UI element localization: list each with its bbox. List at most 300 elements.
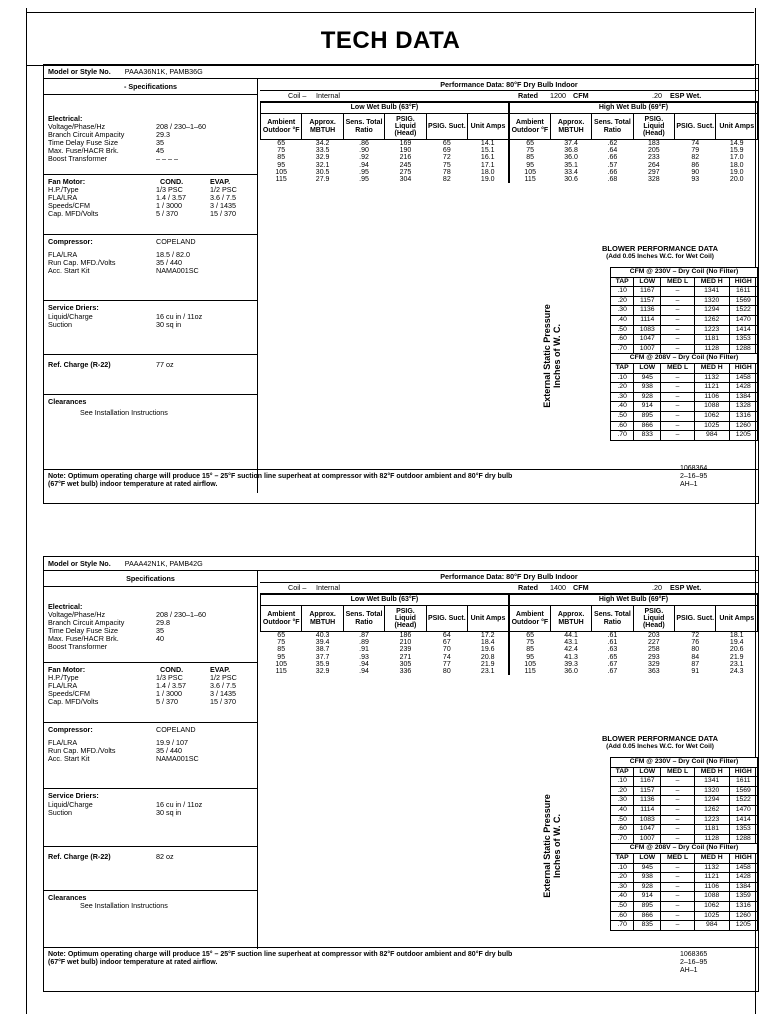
- blower-cell: .20: [611, 786, 634, 796]
- electrical-label: Boost Transformer: [48, 154, 108, 163]
- low-wet-cell: 65: [442, 140, 451, 147]
- table-row: [611, 392, 758, 402]
- blower-cell: .50: [611, 411, 634, 421]
- compressor-label: FLA/LRA: [48, 250, 78, 259]
- high-wet-cell: 44.1: [564, 632, 578, 639]
- table-row: [611, 825, 758, 835]
- column-header: PSIG. Suct.: [675, 114, 716, 140]
- electrical-label: Time Delay Fuse Size: [48, 626, 119, 635]
- high-wet-cell: 79: [691, 147, 700, 155]
- blower-cell: –: [661, 383, 695, 393]
- refrigerant-charge-section: [44, 355, 257, 395]
- specifications-column: [44, 79, 258, 493]
- model-label: Model or Style No.: [48, 559, 111, 568]
- blower-cell: 1353: [729, 825, 757, 835]
- blower-cell: –: [661, 834, 695, 844]
- static-pressure-label: [542, 281, 562, 431]
- table-row: [611, 873, 758, 883]
- table-row: [611, 911, 758, 921]
- high-wet-cell: 227: [648, 639, 660, 647]
- blower-column-header: LOW: [634, 853, 661, 863]
- blower-cell: 1320: [694, 296, 729, 306]
- fan-cond-value: 1/3 PSC: [156, 185, 183, 194]
- electrical-label: Time Delay Fuse Size: [48, 138, 119, 147]
- refrigerant-charge-section: [44, 847, 257, 891]
- electrical-section: [44, 95, 257, 175]
- high-wet-cell: 36.0: [564, 154, 578, 162]
- blower-cell: –: [661, 373, 695, 383]
- column-header: Unit Amps: [716, 606, 758, 632]
- blower-cell: 914: [634, 402, 661, 412]
- blower-cell: 1114: [634, 315, 661, 325]
- high-wet-cell: 91: [691, 668, 700, 676]
- high-wet-cell: .67: [607, 668, 618, 676]
- high-wet-cell: 80: [691, 646, 700, 654]
- code-line: 2–16–95: [680, 959, 708, 966]
- coil-value: Internal: [316, 91, 340, 100]
- low-wet-cell: 115: [275, 668, 287, 676]
- blower-cell: 1223: [694, 815, 729, 825]
- table-row: [611, 901, 758, 911]
- high-wet-cell: 75: [509, 147, 550, 154]
- fan-evap-value: 3 / 1435: [210, 689, 236, 698]
- blower-cell: 1167: [634, 777, 661, 787]
- blower-title: BLOWER PERFORMANCE DATA: [602, 734, 718, 743]
- high-wet-cell: 18.1: [729, 632, 744, 639]
- low-wet-cell: .93: [359, 653, 369, 661]
- coil-value: Internal: [316, 583, 340, 592]
- high-wet-cell: 74: [691, 140, 700, 147]
- table-row: [611, 882, 758, 892]
- blower-cell: 928: [634, 392, 661, 402]
- fan-label: H.P./Type: [48, 673, 79, 682]
- low-wet-cell: 17.1: [480, 161, 495, 169]
- column-header: Ambient Outdoor °F: [261, 606, 302, 632]
- low-wet-bulb-heading: Low Wet Bulb (63°F): [261, 595, 509, 606]
- blower-cell: 1062: [694, 411, 729, 421]
- table-row: [611, 431, 758, 441]
- high-wet-cell: 329: [648, 660, 660, 668]
- specifications-heading: Specifications: [44, 571, 257, 587]
- high-wet-cell: 72: [691, 632, 700, 639]
- high-wet-cell: .61: [607, 632, 618, 639]
- compressor-name: COPELAND: [156, 237, 196, 246]
- blower-cell: 866: [634, 421, 661, 431]
- blower-cell: 1114: [634, 805, 661, 815]
- blower-column-header: LOW: [634, 767, 661, 777]
- table-row: [261, 632, 758, 640]
- high-wet-cell: 76: [691, 639, 700, 647]
- charge-label: Ref. Charge (R-22): [48, 852, 111, 861]
- blower-cell: 1260: [729, 421, 757, 431]
- high-wet-cell: 30.6: [564, 176, 578, 184]
- column-header: Sens. Total Ratio: [592, 114, 633, 140]
- blower-column-header: MED H: [694, 767, 729, 777]
- high-wet-cell: 19.0: [729, 168, 744, 176]
- blower-cell: 1106: [694, 882, 729, 892]
- blower-cell: .20: [611, 383, 634, 393]
- performance-table: [260, 594, 758, 675]
- fan-evap-value: 15 / 370: [210, 697, 236, 706]
- compressor-label: Run Cap. MFD./Volts: [48, 746, 116, 755]
- low-wet-cell: .95: [359, 168, 369, 176]
- blower-cell: –: [661, 325, 695, 335]
- electrical-label: Boost Transformer: [48, 642, 108, 651]
- high-wet-cell: 233: [648, 154, 660, 162]
- low-wet-cell: 34.2: [315, 140, 330, 147]
- blower-column-header: MED H: [694, 363, 729, 373]
- fan-cond-value: 1.4 / 3.57: [156, 193, 186, 202]
- operating-charge-note: [44, 469, 758, 503]
- compressor-value: 35 / 440: [156, 258, 182, 267]
- electrical-label: Voltage/Phase/Hz: [48, 122, 106, 131]
- high-wet-bulb-heading: High Wet Bulb (69°F): [509, 595, 758, 606]
- high-wet-cell: 297: [648, 168, 660, 176]
- low-wet-cell: 35.9: [315, 660, 330, 668]
- high-wet-bulb-heading: High Wet Bulb (69°F): [509, 103, 758, 114]
- electrical-label: Voltage/Phase/Hz: [48, 610, 106, 619]
- blower-cell: 1132: [694, 863, 729, 873]
- blower-cell: –: [661, 306, 695, 316]
- high-wet-cell: 105: [509, 169, 550, 176]
- low-wet-cell: 95: [277, 161, 286, 169]
- low-wet-cell: 39.4: [315, 639, 330, 647]
- performance-column: [260, 571, 758, 929]
- service-label: Suction: [48, 320, 72, 329]
- blower-heading: [570, 245, 750, 261]
- blower-cell: 984: [694, 921, 729, 931]
- low-wet-cell: 23.1: [480, 668, 495, 676]
- table-row: [261, 169, 758, 176]
- model-row: [44, 557, 758, 571]
- high-wet-cell: .63: [607, 646, 618, 654]
- low-wet-cell: .94: [359, 660, 369, 668]
- blower-cell: 1181: [694, 335, 729, 345]
- high-wet-cell: .64: [607, 147, 618, 155]
- low-wet-cell: 30.5: [315, 168, 330, 176]
- blower-cell: –: [661, 796, 695, 806]
- blower-cell: .40: [611, 892, 634, 902]
- high-wet-cell: 24.3: [729, 668, 744, 676]
- low-wet-cell: 17.2: [480, 632, 495, 639]
- service-driers-heading: Service Driers:: [48, 303, 99, 312]
- performance-column: [260, 79, 758, 439]
- esp-label-line1: External Static Pressure: [542, 304, 552, 408]
- high-wet-cell: 115: [509, 668, 550, 675]
- column-header: Sens. Total Ratio: [343, 606, 384, 632]
- compressor-label: Run Cap. MFD./Volts: [48, 258, 116, 267]
- table-row: [261, 646, 758, 653]
- compressor-label: FLA/LRA: [48, 738, 78, 747]
- high-wet-cell: .68: [607, 176, 618, 184]
- blower-column-header: MED H: [694, 277, 729, 287]
- column-header: Approx. MBTUH: [550, 114, 591, 140]
- blower-cell: 1167: [634, 287, 661, 297]
- fan-label: FLA/LRA: [48, 681, 78, 690]
- service-value: 16 cu in / 11oz: [156, 312, 203, 321]
- code-line: AH–1: [680, 967, 698, 974]
- blower-cell: .30: [611, 882, 634, 892]
- blower-column-header: MED L: [661, 767, 695, 777]
- low-wet-cell: 245: [399, 161, 412, 169]
- blower-cell: 1569: [729, 786, 757, 796]
- table-row: [261, 162, 758, 169]
- table-row: [611, 834, 758, 844]
- blower-cell: 1428: [729, 873, 757, 883]
- column-header: PSIG. Suct.: [426, 606, 467, 632]
- high-wet-cell: .67: [607, 660, 618, 668]
- blower-cell: 895: [634, 411, 661, 421]
- low-wet-cell: 85: [277, 646, 286, 654]
- blower-cell: 1414: [729, 325, 757, 335]
- esp-wet-label: ESP Wet.: [670, 91, 702, 100]
- fan-cond-value: 1 / 3000: [156, 689, 182, 698]
- table-row: [611, 373, 758, 383]
- high-wet-cell: 65: [509, 632, 550, 640]
- blower-cell: –: [661, 402, 695, 412]
- high-wet-cell: 328: [648, 176, 660, 184]
- table-row: [261, 176, 758, 183]
- high-wet-cell: 20.6: [729, 646, 744, 654]
- table-row: [611, 411, 758, 421]
- blower-cell: .20: [611, 873, 634, 883]
- low-wet-cell: 18.0: [480, 168, 495, 176]
- electrical-value: 35: [156, 138, 164, 147]
- high-wet-cell: 36.0: [564, 668, 578, 676]
- service-label: Suction: [48, 808, 72, 817]
- low-wet-cell: 336: [399, 668, 412, 676]
- high-wet-cell: 293: [648, 653, 660, 661]
- electrical-value: 35: [156, 626, 164, 635]
- blower-cell: 1128: [694, 344, 729, 354]
- high-wet-cell: 43.1: [564, 639, 578, 647]
- cfm-230v-caption: CFM @ 230V – Dry Coil (No Filter): [611, 268, 758, 278]
- blower-cell: 1316: [729, 901, 757, 911]
- low-wet-cell: 40.3: [315, 632, 330, 639]
- esp-wet-label: ESP Wet.: [670, 583, 702, 592]
- column-header: Ambient Outdoor °F: [509, 114, 550, 140]
- fan-cond-value: 1 / 3000: [156, 201, 182, 210]
- fan-motor-heading: Fan Motor:: [48, 177, 86, 186]
- compressor-value: NAMA001SC: [156, 266, 199, 275]
- blower-cell: 1611: [729, 287, 757, 297]
- blower-column-header: MED L: [661, 853, 695, 863]
- low-wet-cell: 21.9: [480, 660, 495, 668]
- table-row: [611, 421, 758, 431]
- blower-cell: 1062: [694, 901, 729, 911]
- service-label: Liquid/Charge: [48, 800, 93, 809]
- high-wet-cell: 42.4: [564, 646, 578, 654]
- blower-cell: 1428: [729, 383, 757, 393]
- specifications-column: [44, 571, 258, 949]
- high-wet-cell: 95: [509, 654, 550, 661]
- blower-cell: 1384: [729, 392, 757, 402]
- blower-cell: –: [661, 863, 695, 873]
- high-wet-cell: 18.0: [729, 161, 744, 169]
- blower-cell: 1384: [729, 882, 757, 892]
- blower-subtitle: (Add 0.05 Inches W.C. for Wet Coil): [606, 253, 714, 260]
- code-line: AH–1: [680, 481, 698, 488]
- fan-cond-value: 1/3 PSC: [156, 673, 183, 682]
- blower-column-header: TAP: [611, 363, 634, 373]
- low-wet-cell: 305: [399, 660, 412, 668]
- charge-label: Ref. Charge (R-22): [48, 360, 111, 369]
- fan-evap-value: 3.6 / 7.5: [210, 193, 236, 202]
- low-wet-cell: 14.1: [480, 140, 495, 147]
- performance-heading: Performance Data: 80°F Dry Bulb Indoor: [260, 79, 758, 91]
- static-pressure-label: [542, 771, 562, 921]
- model-value: PAAA36N1K, PAMB36G: [124, 67, 203, 76]
- table-row: [611, 777, 758, 787]
- high-wet-cell: 205: [648, 147, 660, 155]
- column-header: Approx. MBTUH: [302, 114, 343, 140]
- blower-cell: –: [661, 421, 695, 431]
- table-row: [611, 796, 758, 806]
- blower-cell: .40: [611, 315, 634, 325]
- blower-cell: 1522: [729, 796, 757, 806]
- table-row: [611, 921, 758, 931]
- high-wet-cell: 93: [691, 176, 700, 184]
- blower-cell: 914: [634, 892, 661, 902]
- table-row: [611, 815, 758, 825]
- blower-cell: –: [661, 805, 695, 815]
- low-wet-cell: 70: [442, 646, 451, 654]
- blower-cell: 1294: [694, 796, 729, 806]
- high-wet-cell: .66: [607, 154, 618, 162]
- blower-column-header: HIGH: [729, 767, 757, 777]
- blower-cell: –: [661, 315, 695, 325]
- low-wet-cell: 271: [399, 653, 412, 661]
- blower-cell: .60: [611, 825, 634, 835]
- low-wet-cell: 190: [399, 147, 412, 155]
- table-row: [611, 402, 758, 412]
- high-wet-cell: 86: [691, 161, 700, 169]
- blower-cell: 1288: [729, 834, 757, 844]
- high-wet-cell: 36.8: [564, 147, 578, 155]
- blower-column-header: HIGH: [729, 277, 757, 287]
- table-row: [261, 140, 758, 148]
- compressor-name: COPELAND: [156, 725, 196, 734]
- electrical-label: Branch Circuit Ampacity: [48, 618, 125, 627]
- fan-motor-section: [44, 663, 257, 723]
- high-wet-cell: 84: [691, 653, 700, 661]
- blower-cell: .10: [611, 777, 634, 787]
- blower-cell: 1106: [694, 392, 729, 402]
- blower-cell: –: [661, 392, 695, 402]
- cond-heading: COND.: [160, 177, 184, 186]
- coil-row: [260, 583, 758, 594]
- esp-label-line2: Inches of W. C.: [552, 324, 562, 389]
- low-wet-cell: 65: [277, 140, 286, 147]
- electrical-heading: Electrical:: [48, 114, 83, 123]
- blower-cell: 1121: [694, 383, 729, 393]
- blower-cell: .60: [611, 335, 634, 345]
- blower-cell: –: [661, 411, 695, 421]
- low-wet-cell: 74: [442, 653, 451, 661]
- blower-cell: 1458: [729, 373, 757, 383]
- table-row: [611, 805, 758, 815]
- blower-cell: 945: [634, 373, 661, 383]
- cfm-208v-caption: CFM @ 208V – Dry Coil (No Filter): [611, 354, 758, 364]
- spec-block-1: [43, 64, 759, 504]
- blower-cell: 984: [694, 431, 729, 441]
- clearances-note: See Installation Instructions: [80, 408, 168, 417]
- service-value: 30 sq in: [156, 320, 182, 329]
- blower-cell: .30: [611, 392, 634, 402]
- blower-column-header: MED L: [661, 363, 695, 373]
- low-wet-cell: .94: [359, 668, 369, 676]
- blower-cell: –: [661, 892, 695, 902]
- column-header: PSIG. Liquid (Head): [385, 606, 426, 632]
- blower-cell: 1341: [694, 777, 729, 787]
- low-wet-cell: 19.6: [480, 646, 495, 654]
- cfm-230v-caption: CFM @ 230V – Dry Coil (No Filter): [611, 758, 758, 768]
- fan-cond-value: 5 / 370: [156, 209, 178, 218]
- table-row: [611, 335, 758, 345]
- electrical-label: Max. Fuse/HACR Brk.: [48, 146, 119, 155]
- compressor-label: Acc. Start Kit: [48, 266, 90, 275]
- high-wet-cell: 17.0: [729, 154, 744, 162]
- rated-label: Rated: [518, 583, 538, 592]
- blower-cell: 1414: [729, 815, 757, 825]
- low-wet-cell: 75: [442, 161, 451, 169]
- blower-cell: .30: [611, 306, 634, 316]
- blower-cell: .40: [611, 402, 634, 412]
- clearances-note: See Installation Instructions: [80, 901, 168, 910]
- electrical-heading: Electrical:: [48, 602, 83, 611]
- service-value: 30 sq in: [156, 808, 182, 817]
- fan-evap-value: 15 / 370: [210, 209, 236, 218]
- blower-cell: 1025: [694, 421, 729, 431]
- column-header: PSIG. Liquid (Head): [385, 114, 426, 140]
- low-wet-cell: 85: [277, 154, 286, 162]
- blower-cell: .50: [611, 325, 634, 335]
- low-wet-cell: 115: [275, 176, 287, 184]
- fan-cond-value: 5 / 370: [156, 697, 178, 706]
- cfm-label: CFM: [573, 583, 589, 592]
- blower-cell: 1316: [729, 411, 757, 421]
- evap-heading: EVAP.: [210, 177, 231, 186]
- blower-title: BLOWER PERFORMANCE DATA: [602, 244, 718, 253]
- blower-cell: .70: [611, 431, 634, 441]
- blower-cell: 1569: [729, 296, 757, 306]
- blower-cell: 1136: [634, 306, 661, 316]
- blower-cell: 1611: [729, 777, 757, 787]
- blower-cell: –: [661, 296, 695, 306]
- cfm-208v-caption: CFM @ 208V – Dry Coil (No Filter): [611, 844, 758, 854]
- blower-cell: 938: [634, 383, 661, 393]
- blower-subtitle: (Add 0.05 Inches W.C. for Wet Coil): [606, 743, 714, 750]
- compressor-value: 19.9 / 107: [156, 738, 188, 747]
- blower-cell: 1007: [634, 344, 661, 354]
- low-wet-cell: .86: [359, 140, 369, 147]
- low-wet-cell: .94: [359, 161, 369, 169]
- high-wet-cell: .62: [607, 140, 618, 147]
- coil-row: [260, 91, 758, 102]
- high-wet-cell: 23.1: [729, 660, 744, 668]
- blower-column-header: HIGH: [729, 363, 757, 373]
- service-label: Liquid/Charge: [48, 312, 93, 321]
- column-header: Unit Amps: [468, 114, 509, 140]
- column-header: Ambient Outdoor °F: [509, 606, 550, 632]
- low-wet-cell: 16.1: [480, 154, 495, 162]
- electrical-value: 208 / 230–1–60: [156, 122, 206, 131]
- low-wet-cell: .91: [359, 646, 369, 654]
- cfm-label: CFM: [573, 91, 589, 100]
- blower-cell: 1025: [694, 911, 729, 921]
- low-wet-cell: .89: [359, 639, 369, 647]
- blower-cell: 938: [634, 873, 661, 883]
